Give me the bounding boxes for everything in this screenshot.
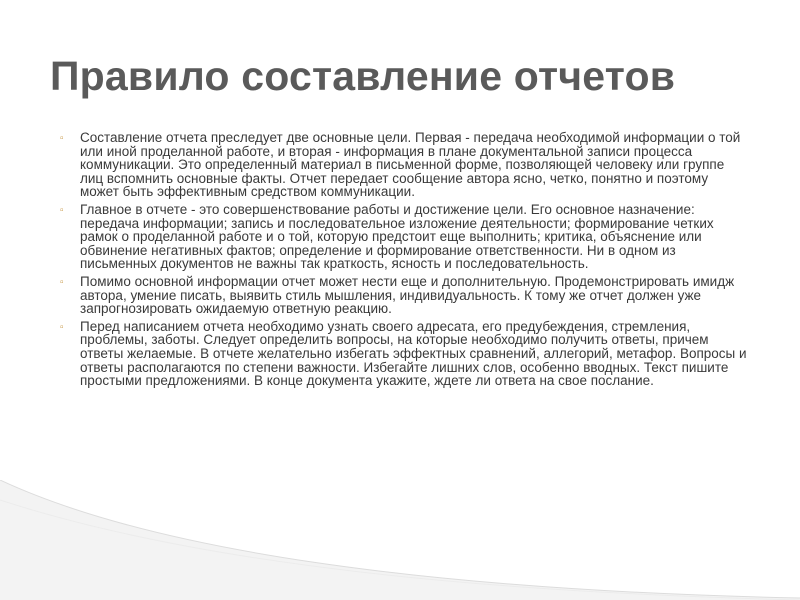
decorative-wave: [0, 480, 800, 600]
bullet-arrow-icon: ▫: [60, 276, 64, 288]
bullet-text: Помимо основной информации отчет может нести еще и дополнительную. Продемонстрировать имидж автора, умение писать, выявить стиль мышления, индивидуальность. К тому же отчет должен уже запрогнозировать ожидаемую ответную реакцию.: [80, 273, 735, 317]
bullet-list: [60, 131, 750, 392]
bullet-item: [60, 275, 750, 316]
bullet-item: [60, 131, 750, 199]
slide-title: Правило составление отчетов: [50, 53, 676, 99]
bullet-arrow-icon: ▫: [60, 204, 64, 216]
bullet-text: Перед написанием отчета необходимо узнать своего адресата, его предубеждения, стремления, проблемы, заботы. Следует определить вопросы, на которые необходимо получить ответы, причем ответы желаемые. В отчете желательно избегать эффектных сравнений, аллегорий, метафор. Вопросы и ответы располагаются по степени важности. Избегайте лишних слов, особенно вводных. Текст пишите простыми предложениями. В конце документа укажите, ждете ли ответа на свое послание.: [80, 318, 747, 389]
bullet-arrow-icon: ▫: [60, 321, 64, 333]
bullet-text: Главное в отчете - это совершенствование работы и достижение цели. Его основное назначение: передача информации; запись и последовательное изложение деятельности; формирование четких рамок о проделанной работе и о той, которую предстоит еще выполнить; критика, объяснение или обвинение негативных фактов; определение и формирование ответственности. Ни в одном из письменных документов не важны так краткость, ясность и последовательность.: [80, 201, 714, 272]
bullet-item: [60, 203, 750, 271]
bullet-arrow-icon: ▫: [60, 133, 64, 144]
bullet-text: Составление отчета преследует две основные цели. Первая - передача необходимой информации о той или иной проделанной работе, и вторая - информация в плане документальной записи процесса коммуникации. Это определенный материал в письменной форме, позволяющей человеку или группе лиц вспомнить основные факты. Отчет передает сообщение автора ясно, четко, понятно и поэтому может быть эффективным средством коммуникации.: [80, 130, 741, 200]
bullet-item: [60, 320, 750, 388]
